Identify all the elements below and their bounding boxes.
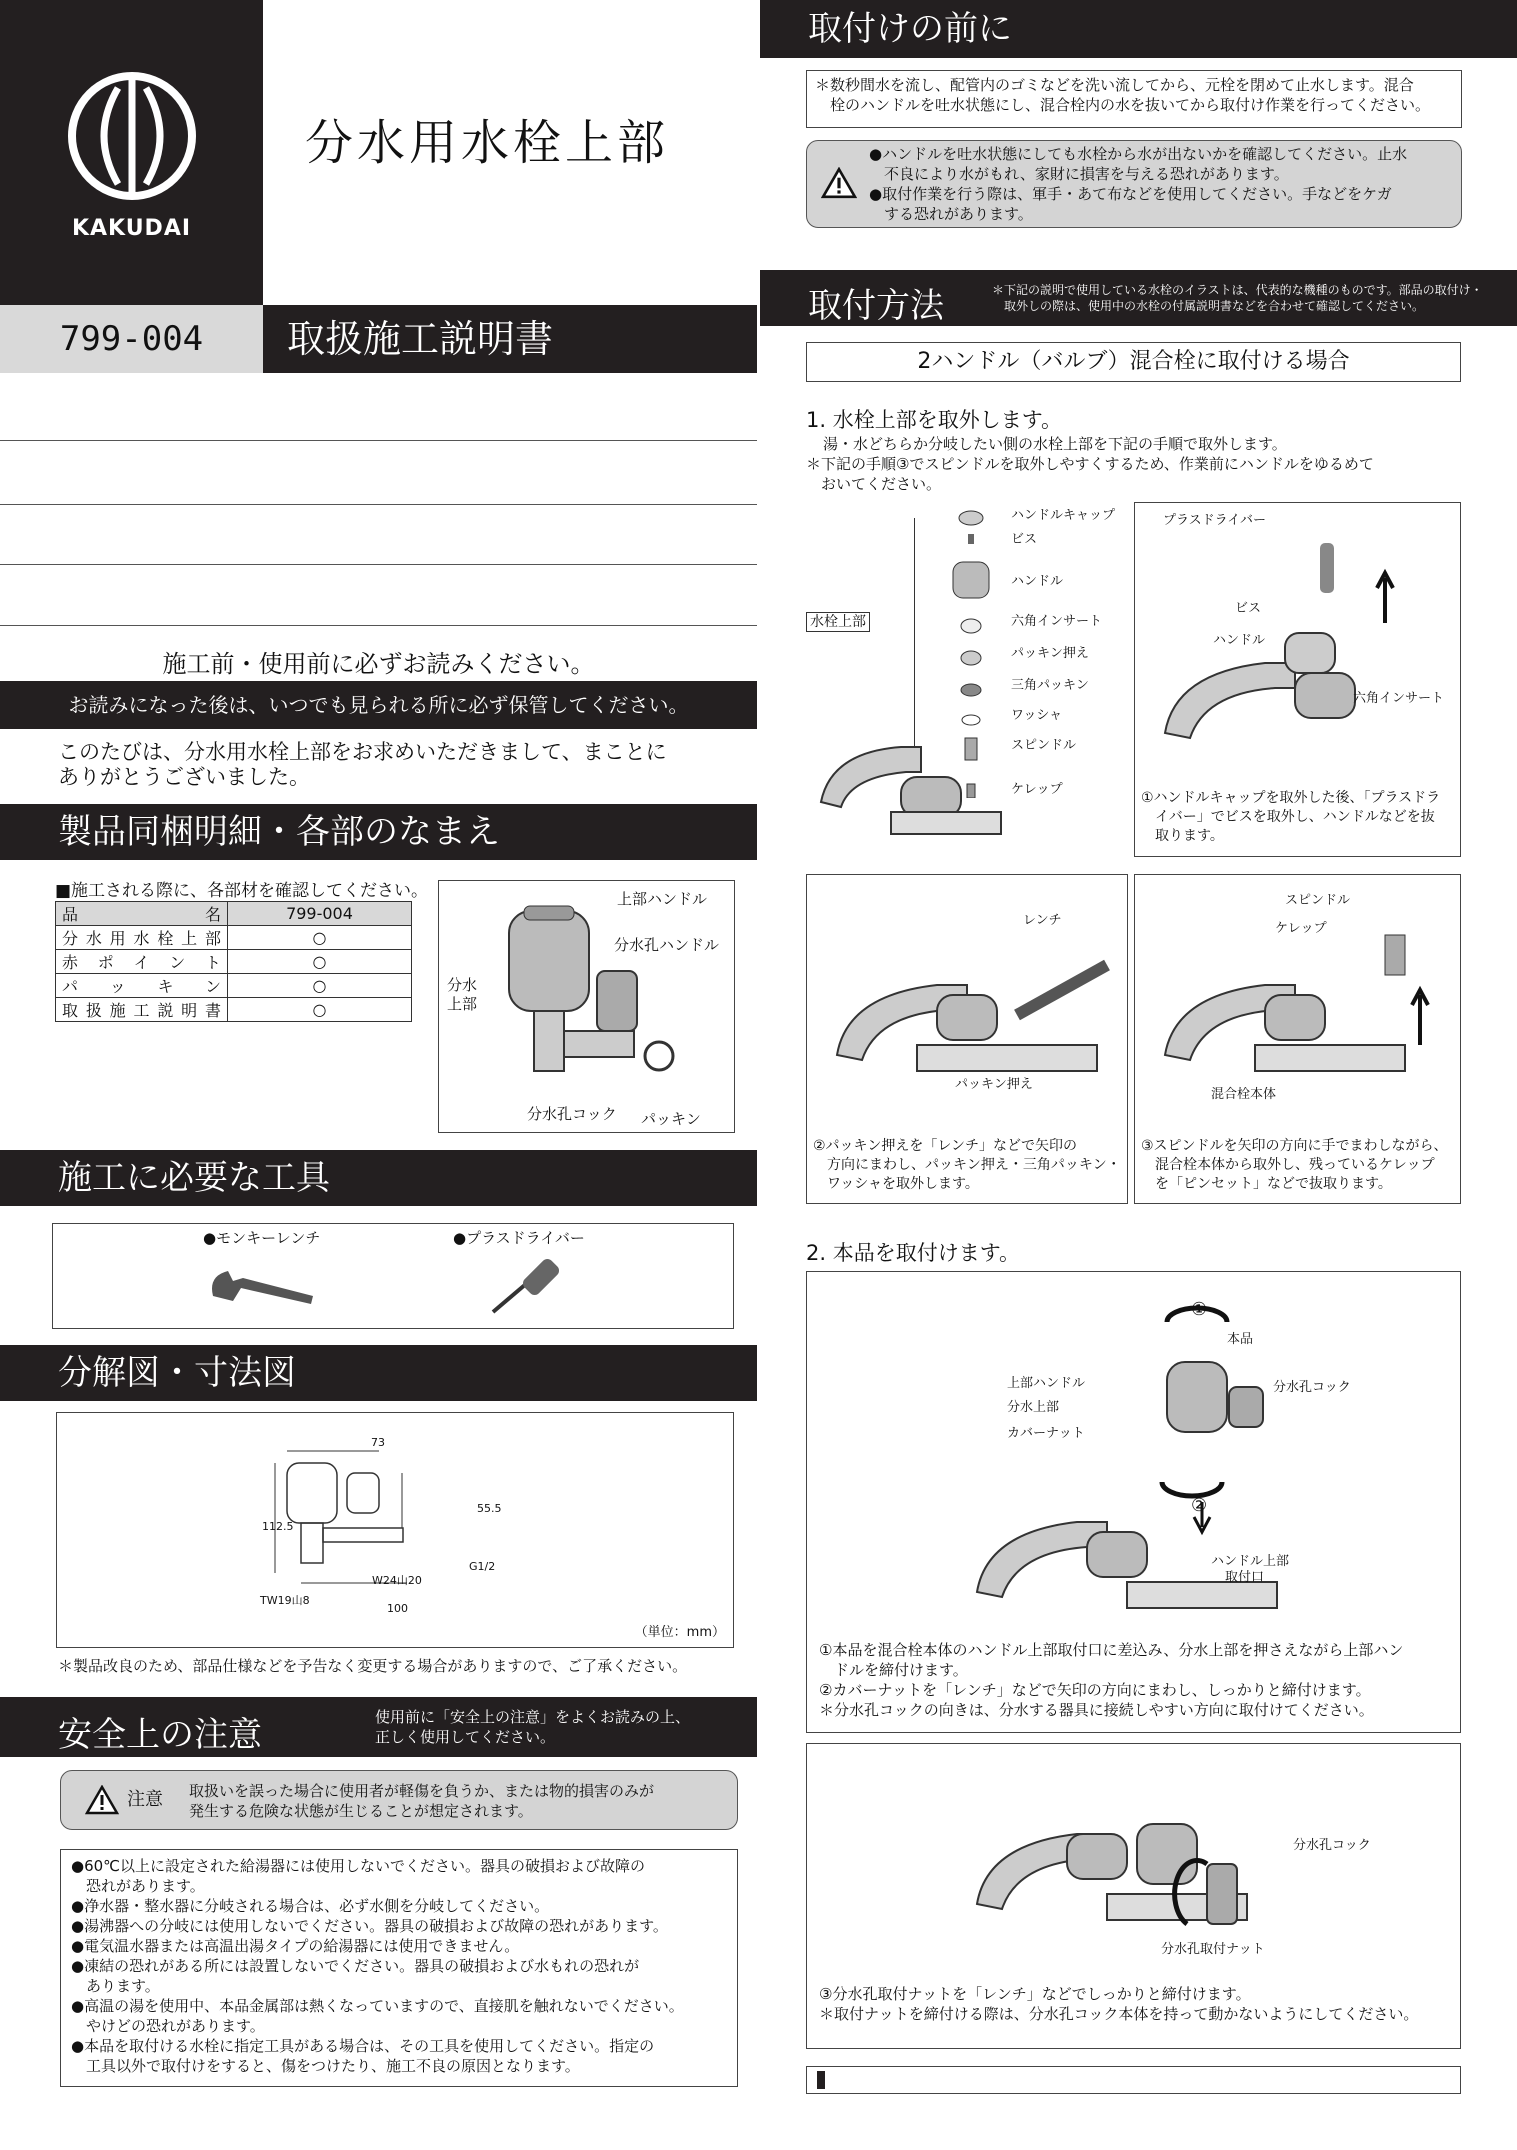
fig1-hex-label: 六角インサート (1353, 691, 1445, 706)
table-row: 取扱施工説明書 ○ (56, 998, 412, 1022)
wrench-packing-icon (817, 905, 1117, 1105)
exploded-parts (806, 502, 1128, 852)
list-item: 恐れがあります。 (71, 1877, 205, 1895)
label-packing: パッキン (641, 1110, 701, 1128)
step1-text: 湯・水どちらか分岐したい側の水栓上部を下記の手順で取外します。 ＊下記の手順③でスピンドルを取外しやすくするため、作業前にハンドルをゆるめて おいてください。 (806, 435, 1374, 493)
label-branch-cock: 分水孔コック (527, 1105, 617, 1123)
caution-text: 取扱いを誤った場合に使用者が軽傷を負うか、または物的損害のみが 発生する危険な状態が生じることが想定されます。 (189, 1782, 655, 1820)
label-branch-handle: 分水孔ハンドル (614, 936, 720, 954)
list-item: ●高温の湯を使用中、本品金属部は熱くなっていますので、直接肌を触れないでください。 (71, 1997, 684, 2015)
step2-mount1-label: ハンドル上部 (1211, 1554, 1290, 1569)
product-illustration-icon (479, 901, 679, 1111)
safety-list (60, 1849, 738, 2087)
safety-title: 安全上の注意 (58, 1715, 262, 1755)
monkey-wrench-icon (203, 1256, 323, 1316)
table-header-model: 799-004 (228, 902, 412, 926)
dim-100: 100 (387, 1602, 408, 1615)
dim-112: 112.5 (262, 1520, 294, 1533)
memo-line-2 (0, 504, 757, 505)
step2-figure-1 (806, 1271, 1461, 1733)
step2-product-label: 本品 (1227, 1332, 1254, 1347)
product-parts-figure (438, 880, 735, 1133)
parts-stack-icon (941, 508, 1001, 798)
part-spindle: スピンドル (1011, 738, 1077, 753)
safety-subtitle: 使用前に「安全上の注意」をよくお読みの上、 正しく使用してください。 (375, 1708, 691, 1746)
warning-triangle-icon (821, 167, 857, 199)
dim-55: 55.5 (477, 1502, 502, 1515)
footer-next (806, 2066, 1461, 2094)
safety-heading (0, 1697, 757, 1757)
brand-name: KAKUDAI (71, 216, 192, 241)
product-install-icon (957, 1292, 1337, 1632)
caution-box (60, 1770, 738, 1830)
table-header-name: 品 名 (56, 902, 228, 926)
tool-screwdriver: ●プラスドライバー (453, 1229, 585, 1247)
label-upper-handle: 上部ハンドル (617, 890, 708, 908)
step2-figure-2 (806, 1743, 1461, 2049)
list-item: ●湯沸器への分岐には使用しないでください。器具の破損および故障の恐れがあります。 (71, 1917, 668, 1935)
method-note: ＊下記の説明で使用している水栓のイラストは、代表的な機種のものです。部品の取付け・ 取外しの際は、使用中の水栓の付属説明書などを合わせて確認してください。 (992, 283, 1483, 313)
method-title: 取付方法 (808, 286, 944, 326)
fig1-handle-label: ハンドル (1213, 633, 1266, 648)
label-upper-1: 分水 (447, 976, 478, 994)
table-row: 赤ポイント ○ (56, 950, 412, 974)
memo-line-3 (0, 564, 757, 565)
dim-tw19: TW19山8 (260, 1594, 310, 1607)
step2-caption2: ③分水孔取付ナットを「レンチ」などでしっかりと締付けます。 ＊取付ナットを締付ける際は、分水孔コック本体を持って動かないようにしてください。 (819, 1985, 1419, 2023)
step2-title: 2. 本品を取付けます。 (806, 1241, 1021, 1265)
fig1-caption: ①ハンドルキャップを取外した後、「プラスドラ イバー」でビスを取外し、ハンドルなどを抜 取ります。 (1141, 790, 1441, 844)
part-packing-press: パッキン押え (1011, 646, 1089, 661)
tools-heading: 施工に必要な工具 (0, 1150, 757, 1206)
memo-line-1 (0, 440, 757, 441)
fig2-caption: ②パッキン押えを「レンチ」などで矢印の 方向にまわし、パッキン押え・三角パッキン・ ワッシャを取外します。 (813, 1138, 1121, 1192)
table-row: 分水用水栓上部 ○ (56, 926, 412, 950)
fig3-caption: ③スピンドルを矢印の方向に手でまわしながら、 混合栓本体から取外し、残っているケレップ を「ピンセット」などで抜取ります。 (1141, 1138, 1448, 1192)
step1-figure-2 (806, 874, 1128, 1204)
fig2-packing-press-label: パッキン押え (955, 1077, 1033, 1092)
fig3-body-label: 混合栓本体 (1211, 1087, 1277, 1102)
part-handle: ハンドル (1011, 574, 1064, 589)
step2-n1: ① (1191, 1299, 1208, 1320)
step1-figure-3 (1134, 874, 1461, 1204)
label-upper-2: 上部 (447, 995, 478, 1013)
part-washer: ワッシャ (1011, 708, 1063, 723)
part-kerep: ケレップ (1011, 782, 1063, 797)
fig1-screw-label: ビス (1235, 601, 1262, 616)
step2-mount2-label: 取付口 (1225, 1570, 1265, 1585)
screwdriver-icon (483, 1250, 573, 1320)
thanks-text: このたびは、分水用水栓上部をお求めいただきまして、まことに ありがとうございました。 (58, 740, 667, 789)
page-title: 分水用水栓上部 (305, 115, 670, 171)
dimension-note: ＊製品改良のため、部品仕様などを予告なく変更する場合がありますので、ご了承ください。 (58, 1657, 688, 1675)
keep-notice: お読みになった後は、いつでも見られる所に必ず保管してください。 (0, 681, 757, 729)
fig2-wrench-label: レンチ (1023, 913, 1062, 928)
list-item: ●本品を取付ける水栓に指定工具がある場合は、その工具を使用してください。指定の (71, 2037, 655, 2055)
step2-fig2-nut-label: 分水孔取付ナット (1161, 1942, 1265, 1957)
step2-upper-handle-label: 上部ハンドル (1007, 1376, 1086, 1391)
list-item: ●電気温水器または高温出湯タイプの給湯器には使用できません。 (71, 1937, 520, 1955)
kakudai-logo-icon (62, 66, 202, 206)
step2-cover-nut-label: カバーナット (1007, 1426, 1085, 1441)
step2-fig2-cock-label: 分水孔コック (1293, 1838, 1371, 1853)
dim-73: 73 (371, 1436, 385, 1449)
dim-w24: W24山20 (372, 1574, 422, 1587)
method-heading (760, 270, 1517, 326)
footer-tag (817, 2071, 825, 2089)
step1-figure-1 (1134, 502, 1461, 857)
parts-table (55, 901, 412, 1022)
fig3-spindle-label: スピンドル (1285, 893, 1351, 908)
dim-unit: （単位：mm） (634, 1625, 725, 1640)
dimensions-heading: 分解図・寸法図 (0, 1345, 757, 1401)
before-warning: ●ハンドルを吐水状態にしても水栓から水が出ないかを確認してください。止水 不良により水がもれ、家財に損害を与える恐れがあります。 ●取付作業を行う際は、軍手・あて布などを使用してください。手などをケガ する恐れがあります。 (806, 140, 1462, 228)
list-item: ●浄水器・整水器に分岐される場合は、必ず水側を分岐してください。 (71, 1897, 550, 1915)
before-heading: 取付けの前に (760, 0, 1517, 58)
part-hex-insert: 六角インサート (1011, 614, 1103, 629)
doc-type: 取扱施工説明書 (263, 305, 757, 373)
step2-n2: ② (1191, 1495, 1208, 1516)
part-screw: ビス (1011, 532, 1038, 547)
branch-nut-tighten-icon (957, 1764, 1317, 1964)
memo-line-4 (0, 625, 757, 626)
step1-title: 1. 水栓上部を取外します。 (806, 408, 1063, 432)
part-handle-cap: ハンドルキャップ (1011, 508, 1116, 523)
parts-group-label: 水栓上部 (806, 612, 870, 632)
table-row: パッキン ○ (56, 974, 412, 998)
parts-bracket (914, 518, 915, 748)
step2-upper-label: 分水上部 (1007, 1400, 1060, 1415)
dimension-figure (56, 1412, 734, 1648)
contents-heading: 製品同梱明細・各部のなまえ (0, 804, 757, 860)
list-item: ●凍結の恐れがある所には設置しないでください。器具の破損および水もれの恐れが (71, 1957, 640, 1975)
warning-triangle-icon (85, 1785, 119, 1815)
contents-intro: ■施工される際に、各部材を確認してください。 (55, 881, 429, 901)
case-title: 2ハンドル（バルブ）混合栓に取付ける場合 (806, 342, 1461, 382)
before-text: ＊数秒間水を流し、配管内のゴミなどを洗い流してから、元栓を閉めて止水します。混合 栓のハンドルを吐水状態にし、混合栓内の水を抜いてから取付け作業を行ってください。 (806, 70, 1462, 128)
dim-g12: G1/2 (469, 1560, 496, 1573)
list-item: 工具以外で取付けをすると、傷をつけたり、施工不良の原因となります。 (71, 2057, 580, 2075)
brand-block (0, 0, 263, 305)
list-item: ●60℃以上に設定された給湯器には使用しないでください。器具の破損および故障の (71, 1857, 646, 1875)
step2-caption: ①本品を混合栓本体のハンドル上部取付口に差込み、分水上部を押さえながら上部ハン ドルを締付けます。 ②カバーナットを「レンチ」などで矢印の方向にまわし、しっかりと締付けます。 ＊分水孔コックの向きは、分水する器具に接続しやすい方向に取付けてください。 (819, 1641, 1404, 1719)
fig1-driver-label: プラスドライバー (1163, 513, 1266, 528)
tools-box (52, 1223, 734, 1329)
part-triangle-packing: 三角パッキン (1011, 678, 1089, 693)
tool-monkey-wrench: ●モンキーレンチ (203, 1229, 321, 1247)
model-number: 799-004 (0, 305, 263, 373)
step2-branch-cock-label: 分水孔コック (1273, 1380, 1351, 1395)
list-item: やけどの恐れがあります。 (71, 2017, 265, 2035)
list-item: あります。 (71, 1977, 160, 1995)
faucet-handle-removal-icon (1145, 523, 1445, 773)
caution-label: 注意 (127, 1789, 163, 1810)
read-before-notice: 施工前・使用前に必ずお読みください。 (162, 650, 595, 678)
fig3-kerep-label: ケレップ (1275, 921, 1327, 936)
